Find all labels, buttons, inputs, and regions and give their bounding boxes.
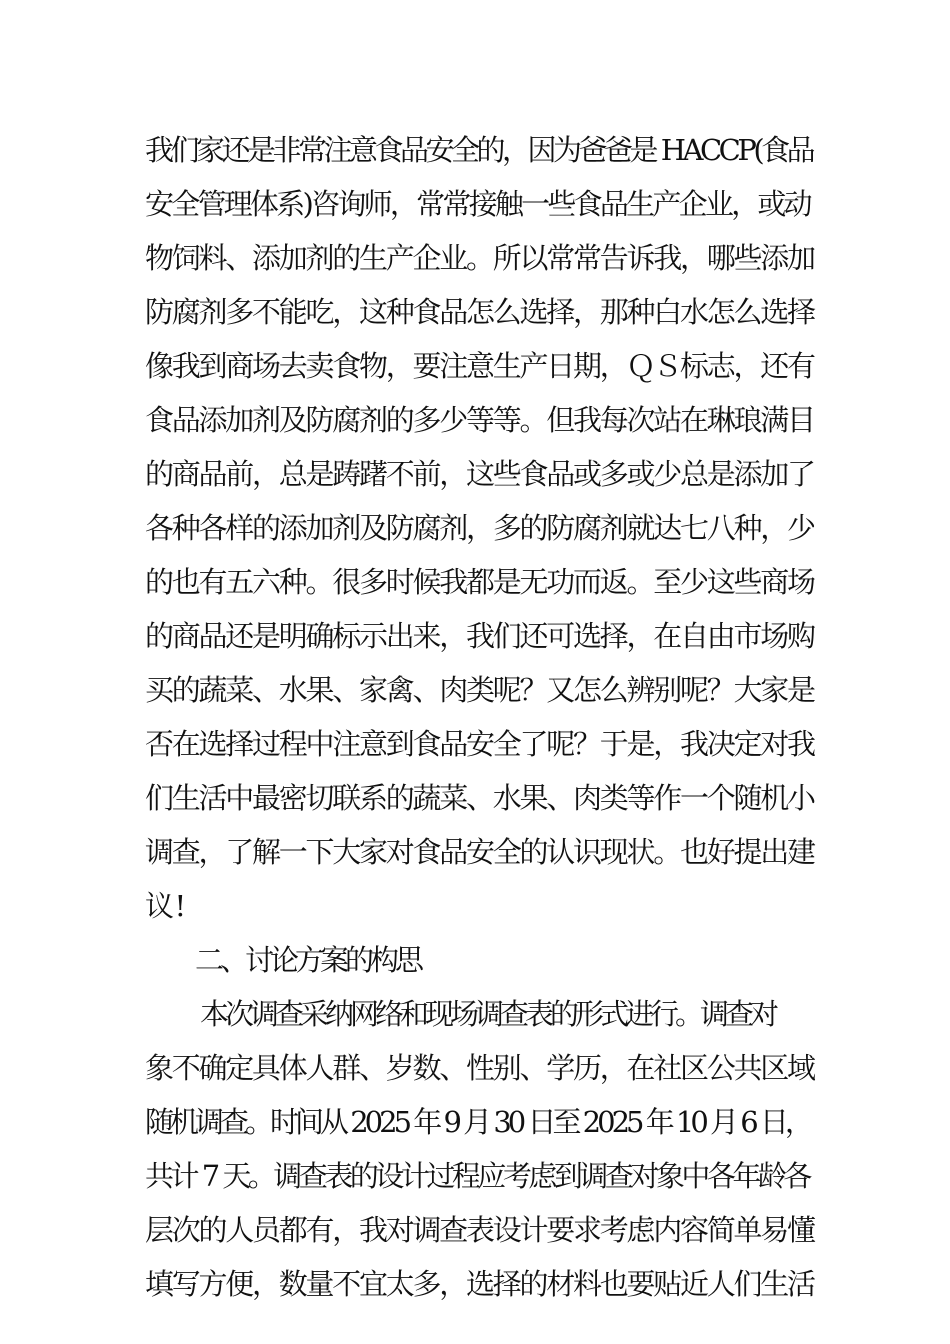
section-line-5: 层次的人员都有，我对调查表设计要求考虑内容简单易懂 <box>145 1213 814 1247</box>
section-line-4: 共计 7 天。调查表的设计过程应考虑到调查对象中各年龄各 <box>145 1159 809 1193</box>
body-line-10: 的商品还是明确标示出来，我们还可选择，在自由市场购 <box>145 619 814 653</box>
body-line-7: 的商品前，总是踌躇不前，这些食品或多或少总是添加了 <box>145 457 814 491</box>
body-line-9: 的也有五六种。很多时候我都是无功而返。至少这些商场 <box>145 565 814 599</box>
body-line-4: 防腐剂多不能吃，这种食品怎么选择，那种白水怎么选择 <box>145 295 814 329</box>
body-line-8: 各种各样的添加剂及防腐剂，多的防腐剂就达七八种，少 <box>145 511 814 545</box>
section-line-6: 填写方便，数量不宜太多，选择的材料也要贴近人们生活 <box>145 1267 814 1301</box>
body-line-6: 食品添加剂及防腐剂的多少等等。但我每次站在琳琅满目 <box>145 403 814 437</box>
body-line-3: 物饲料、添加剂的生产企业。所以常常告诉我，哪些添加 <box>145 241 814 275</box>
section-line-3: 随机调查。时间从 2025 年 9 月 30 日至 2025 年 10 月 6 日， <box>145 1105 810 1139</box>
section-line-2: 象不确定具体人群、岁数、性别、学历，在社区公共区域 <box>145 1051 814 1085</box>
body-line-15: 议! <box>145 889 187 923</box>
section-heading: 二、讨论方案的构思 <box>195 943 421 977</box>
section-line-1: 本次调查采纳网络和现场调查表的形式进行。调查对 <box>200 997 776 1031</box>
body-line-13: 们生活中最密切联系的蔬菜、水果、肉类等作一个随机小 <box>145 781 814 815</box>
body-line-2: 安全管理体系)咨询师，常常接触一些食品生产企业，或动 <box>145 187 810 221</box>
body-line-12: 否在选择过程中注意到食品安全了呢？于是，我决定对我 <box>145 727 814 761</box>
body-line-1: 我们家还是非常注意食品安全的，因为爸爸是 HACCP(食品 <box>145 133 813 167</box>
body-line-5: 像我到商场去卖食物，要注意生产日期，ＱＳ标志，还有 <box>145 349 814 383</box>
body-line-14: 调查，了解一下大家对食品安全的认识现状。也好提出建 <box>145 835 814 869</box>
body-line-11: 买的蔬菜、水果、家禽、肉类呢？又怎么辨别呢？大家是 <box>145 673 814 707</box>
